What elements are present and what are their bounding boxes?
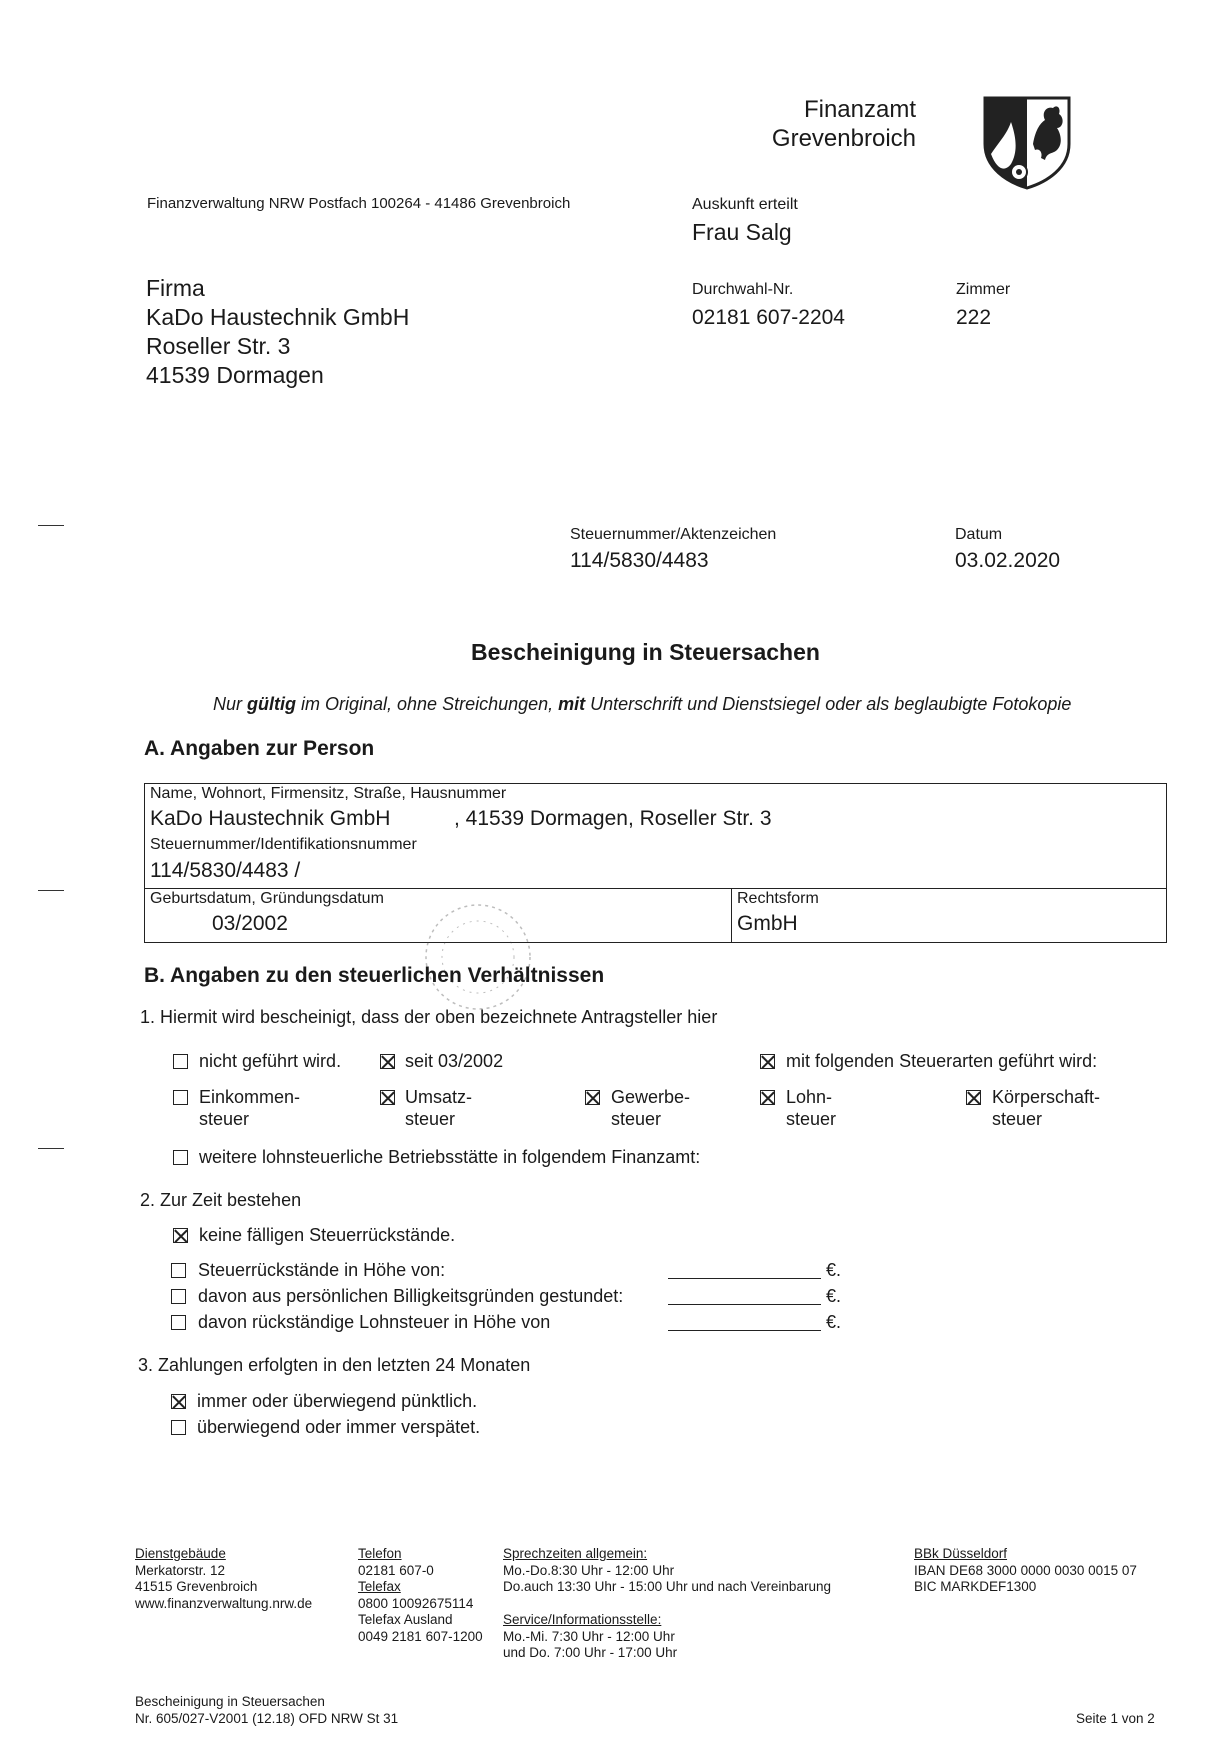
- box-divider: [731, 888, 732, 943]
- box-divider: [144, 888, 1167, 889]
- durchwahl-value: 02181 607-2204: [692, 306, 845, 329]
- rueckstaendige-lohnsteuer-checkbox[interactable]: [171, 1315, 186, 1330]
- dienstgebaeude-line: Merkatorstr. 12: [135, 1562, 226, 1578]
- name-label: Name, Wohnort, Firmensitz, Straße, Hausnummer: [150, 785, 507, 802]
- sender-line: Finanzverwaltung NRW Postfach 100264 - 41486 Grevenbroich: [147, 195, 571, 212]
- form-name: Bescheinigung in Steuersachen: [135, 1694, 325, 1709]
- steuernummer-value: 114/5830/4483: [570, 549, 709, 572]
- sprechzeiten-line: Do.auch 13:30 Uhr - 15:00 Uhr und nach Vereinbarung: [503, 1579, 831, 1594]
- lohnsteuer-checkbox[interactable]: [760, 1090, 775, 1105]
- umsatzsteuer-checkbox[interactable]: [380, 1090, 395, 1105]
- telefon-value: 02181 607-0: [358, 1562, 434, 1578]
- telefax-value: 0800 10092675114: [358, 1595, 474, 1611]
- rueckstaende-label: Steuerrückstände in Höhe von:: [198, 1260, 446, 1280]
- item1-text: 1. Hiermit wird bescheinigt, dass der oben bezeichnete Antragsteller hier: [140, 1007, 718, 1027]
- telefax-ausland-value: 0049 2181 607-1200: [358, 1628, 483, 1644]
- durchwahl-label: Durchwahl-Nr.: [692, 281, 794, 298]
- authority-city: Grevenbroich: [771, 125, 916, 152]
- lohnsteuer-label: steuer: [786, 1109, 837, 1129]
- einkommensteuer-checkbox[interactable]: [173, 1090, 188, 1105]
- footer-bank: [914, 1546, 1137, 1596]
- service-label: Service/Informationsstelle:: [503, 1612, 662, 1627]
- rechtsform-value: GmbH: [737, 912, 798, 935]
- sprechzeiten-line: und Do. 7:00 Uhr - 17:00 Uhr: [503, 1645, 678, 1660]
- footer-dienstgebaeude: [135, 1546, 312, 1612]
- telefax-ausland-label: Telefax Ausland: [358, 1612, 453, 1627]
- gewerbesteuer-label: Gewerbe-: [611, 1087, 691, 1107]
- rueckstaende-checkbox[interactable]: [171, 1263, 186, 1278]
- section-a-heading: A. Angaben zur Person: [144, 737, 375, 760]
- sprechzeiten-line: Mo.-Do.8:30 Uhr - 12:00 Uhr: [503, 1562, 675, 1578]
- steuernr-id-value: 114/5830/4483 /: [150, 859, 301, 882]
- sprechzeiten-label: Sprechzeiten allgemein:: [503, 1546, 648, 1561]
- telefax-label: Telefax: [358, 1579, 401, 1594]
- telefon-label: Telefon: [358, 1546, 402, 1561]
- verspaetet-label: überwiegend oder immer verspätet.: [197, 1417, 481, 1437]
- verspaetet-checkbox[interactable]: [171, 1420, 186, 1435]
- umsatzsteuer-label: Umsatz-: [405, 1087, 472, 1107]
- section-b-heading: B. Angaben zu den steuerlichen Verhältnissen: [144, 964, 605, 987]
- auskunft-label: Auskunft erteilt: [692, 196, 798, 213]
- footer-sprechzeiten: [503, 1546, 831, 1662]
- bank-label: BBk Düsseldorf: [914, 1546, 1008, 1561]
- document-title: Bescheinigung in Steuersachen: [471, 639, 820, 665]
- amount-line[interactable]: [668, 1278, 821, 1279]
- koerperschaftsteuer-label: Körperschaft-: [992, 1087, 1101, 1107]
- steuernr-id-label: Steuernummer/Identifikationsnummer: [150, 836, 417, 853]
- mit-folgenden-label: mit folgenden Steuerarten geführt wird:: [786, 1051, 1098, 1071]
- dienstgebaeude-website: www.finanzverwaltung.nrw.de: [135, 1595, 313, 1611]
- koerperschaftsteuer-label: steuer: [992, 1109, 1043, 1129]
- item2-text: 2. Zur Zeit bestehen: [140, 1190, 302, 1210]
- datum-value: 03.02.2020: [955, 549, 1061, 572]
- recipient-line: KaDo Haustechnik GmbH: [146, 304, 410, 330]
- datum-label: Datum: [955, 526, 1003, 543]
- gestundet-checkbox[interactable]: [171, 1289, 186, 1304]
- puenktlich-checkbox[interactable]: [171, 1394, 186, 1409]
- geburtsdatum-value: 03/2002: [212, 912, 288, 935]
- currency-symbol: €.: [826, 1312, 842, 1332]
- footer-form-info: [135, 1694, 398, 1727]
- bank-iban: IBAN DE68 3000 0000 0030 0015 07: [914, 1562, 1137, 1578]
- geburtsdatum-label: Geburtsdatum, Gründungsdatum: [150, 890, 384, 907]
- amount-line[interactable]: [668, 1304, 821, 1305]
- lohnsteuer-label: Lohn-: [786, 1087, 833, 1107]
- validity-note: Nur gültig im Original, ohne Streichungen, mit Unterschrift und Dienstsiegel oder als beglaubigte Fotokopie: [213, 694, 1072, 714]
- weitere-betriebsstaette-checkbox[interactable]: [173, 1150, 188, 1165]
- fold-mark: [38, 890, 64, 891]
- form-number: Nr. 605/027-V2001 (12.18) OFD NRW St 31: [135, 1710, 399, 1726]
- recipient-line: Roseller Str. 3: [146, 333, 291, 359]
- steuernummer-label: Steuernummer/Aktenzeichen: [570, 526, 777, 543]
- gewerbesteuer-checkbox[interactable]: [585, 1090, 600, 1105]
- umsatzsteuer-label: steuer: [405, 1109, 456, 1129]
- name-value: KaDo Haustechnik GmbH: [150, 807, 391, 830]
- seit-checkbox[interactable]: [380, 1054, 395, 1069]
- authority-name: Finanzamt: [803, 96, 916, 123]
- rueckstaendige-lohnsteuer-label: davon rückständige Lohnsteuer in Höhe von: [198, 1312, 551, 1332]
- nicht-gefuehrt-checkbox[interactable]: [173, 1054, 188, 1069]
- currency-symbol: €.: [826, 1260, 842, 1280]
- koerperschaftsteuer-checkbox[interactable]: [966, 1090, 981, 1105]
- zimmer-label: Zimmer: [956, 281, 1011, 298]
- item3-text: 3. Zahlungen erfolgten in den letzten 24 Monaten: [138, 1355, 531, 1375]
- bank-bic: BIC MARKDEF1300: [914, 1579, 1037, 1594]
- keine-rueckstaende-label: keine fälligen Steuerrückstände.: [199, 1225, 456, 1245]
- nicht-gefuehrt-label: nicht geführt wird.: [199, 1051, 342, 1071]
- footer-telefon: [358, 1546, 483, 1645]
- sprechzeiten-line: Mo.-Mi. 7:30 Uhr - 12:00 Uhr: [503, 1628, 675, 1644]
- gewerbesteuer-label: steuer: [611, 1109, 662, 1129]
- weitere-betriebsstaette-label: weitere lohnsteuerliche Betriebsstätte in folgendem Finanzamt:: [199, 1147, 701, 1167]
- einkommensteuer-label: Einkommen-: [199, 1087, 301, 1107]
- nrw-coat-of-arms-icon: [981, 94, 1073, 190]
- official-seal-icon: [418, 900, 538, 1015]
- address-value: , 41539 Dormagen, Roseller Str. 3: [454, 807, 772, 830]
- rechtsform-label: Rechtsform: [737, 890, 819, 907]
- currency-symbol: €.: [826, 1286, 842, 1306]
- zimmer-value: 222: [956, 306, 992, 329]
- recipient-line: Firma: [146, 275, 205, 301]
- mit-folgenden-checkbox[interactable]: [760, 1054, 775, 1069]
- amount-line[interactable]: [668, 1330, 821, 1331]
- auskunft-name: Frau Salg: [692, 219, 792, 245]
- puenktlich-label: immer oder überwiegend pünktlich.: [197, 1391, 478, 1411]
- fold-mark: [38, 525, 64, 526]
- dienstgebaeude-line: 41515 Grevenbroich: [135, 1579, 258, 1594]
- page-number: Seite 1 von 2: [1076, 1711, 1155, 1726]
- seit-label: seit 03/2002: [405, 1051, 504, 1071]
- einkommensteuer-label: steuer: [199, 1109, 250, 1129]
- recipient-line: 41539 Dormagen: [146, 362, 324, 388]
- keine-rueckstaende-checkbox[interactable]: [173, 1228, 188, 1243]
- fold-mark: [38, 1148, 64, 1149]
- gestundet-label: davon aus persönlichen Billigkeitsgründen gestundet:: [198, 1286, 624, 1306]
- dienstgebaeude-label: Dienstgebäude: [135, 1546, 226, 1561]
